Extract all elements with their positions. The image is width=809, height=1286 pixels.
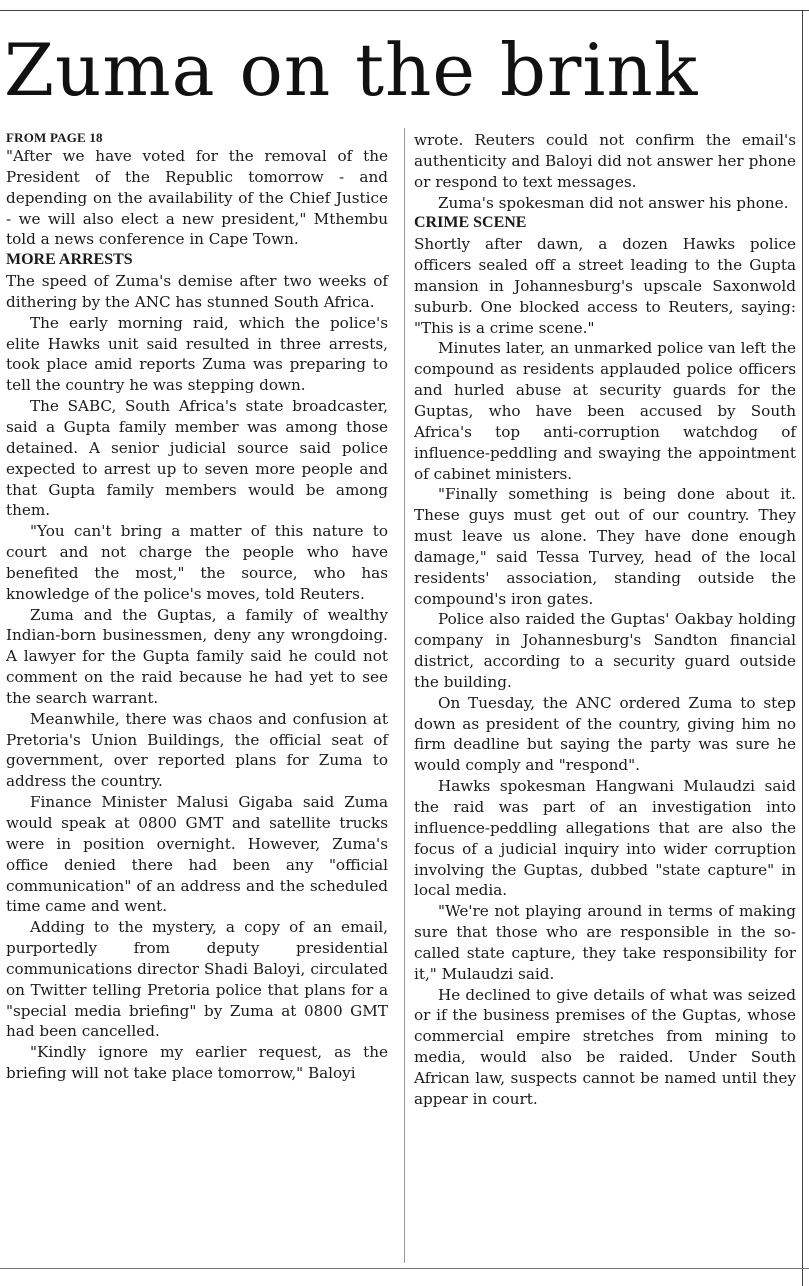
- subhead-crime-scene: CRIME SCENE: [414, 214, 527, 232]
- continuation-kicker: FROM PAGE 18: [6, 130, 103, 145]
- paragraph: "After we have voted for the removal of the President of the Republic tomorrow - and depending on the availability of the Chief Justice - we will also elect a new president," Mthembu told a news conference in Cape Town.: [6, 147, 388, 249]
- paragraph: Police also raided the Guptas' Oakbay holding company in Johannesburg's Sandton financial district, according to a security guard outside the building.: [414, 610, 796, 691]
- paragraph: Minutes later, an unmarked police van left the compound as residents applauded police officers and hurled abuse at security guards for the Guptas, who have been accused by South Africa's top anti-corruption watchdog of influence-peddling and swaying the appointment of cabinet ministers.: [414, 339, 796, 483]
- bottom-rule: [0, 1268, 809, 1269]
- subhead-more-arrests: MORE ARRESTS: [6, 251, 133, 269]
- right-rule: [802, 10, 803, 1286]
- paragraph: Zuma's spokesman did not answer his phone.: [438, 193, 789, 212]
- paragraph: On Tuesday, the ANC ordered Zuma to step down as president of the country, giving him no firm deadline but saying the party was sure he would comply and "respond".: [414, 693, 796, 775]
- article-column-left: [6, 130, 388, 1084]
- paragraph: He declined to give details of what was seized or if the business premises of the Guptas, whose commercial empire stretches from mining to media, would also be raided. Under South African law, suspects cannot be named until they appear in court.: [414, 985, 796, 1108]
- paragraph: wrote. Reuters could not confirm the email's authenticity and Baloyi did not answer her phone or respond to text messages.: [414, 131, 796, 191]
- paragraph: Finance Minister Malusi Gigaba said Zuma would speak at 0800 GMT and satellite trucks were in position overnight. However, Zuma's office denied there had been any "official communication" of an address and the scheduled time came and went.: [6, 793, 388, 916]
- paragraph: Zuma and the Guptas, a family of wealthy Indian-born businessmen, deny any wrongdoing. A lawyer for the Gupta family said he could not comment on the raid because he had yet to see the search warrant.: [6, 605, 388, 707]
- paragraph: "You can't bring a matter of this nature to court and not charge the people who have benefited the most," the source, who has knowledge of the police's moves, told Reuters.: [6, 522, 388, 603]
- paragraph: Hawks spokesman Hangwani Mulaudzi said the raid was part of an investigation into influence-peddling allegations that are also the focus of a judicial inquiry into wider corruption involving the Guptas, dubbed "state capture" in local media.: [414, 777, 796, 900]
- paragraph: The speed of Zuma's demise after two weeks of dithering by the ANC has stunned South Africa.: [6, 272, 388, 311]
- paragraph: Adding to the mystery, a copy of an email, purportedly from deputy presidential communications director Shadi Baloyi, circulated on Twitter telling Pretoria police that plans for a "special media briefing" by Zuma at 0800 GMT had been cancelled.: [6, 918, 388, 1041]
- paragraph: "Kindly ignore my earlier request, as the briefing will not take place tomorrow," Baloyi: [6, 1043, 388, 1083]
- paragraph: "Finally something is being done about it. These guys must get out of our country. They must leave us alone. They have done enough damage," said Tessa Turvey, head of the local residents' association, standing outside the compound's iron gates.: [414, 485, 796, 608]
- paragraph: Meanwhile, there was chaos and confusion at Pretoria's Union Buildings, the official seat of government, over reported plans for Zuma to address the country.: [6, 709, 388, 791]
- paragraph: "We're not playing around in terms of making sure that those who are responsible in the so-called state capture, they take responsibility for it," Mulaudzi said.: [414, 902, 796, 983]
- paragraph: The SABC, South Africa's state broadcaster, said a Gupta family member was among those detained. A senior judicial source said police expected to arrest up to seven more people and that Gupta family members would be among them.: [6, 397, 388, 520]
- paragraph: Shortly after dawn, a dozen Hawks police officers sealed off a street leading to the Gupta mansion in Johannesburg's upscale Saxonwold suburb. One blocked access to Reuters, saying: "This is a crime scene.": [414, 235, 796, 337]
- column-divider: [404, 128, 405, 1263]
- headline: Zuma on the brink: [4, 28, 699, 112]
- top-rule: [0, 10, 809, 11]
- article-column-right: [414, 130, 796, 1110]
- paragraph: The early morning raid, which the police's elite Hawks unit said resulted in three arrests, took place amid reports Zuma was preparing to tell the country he was stepping down.: [6, 313, 388, 395]
